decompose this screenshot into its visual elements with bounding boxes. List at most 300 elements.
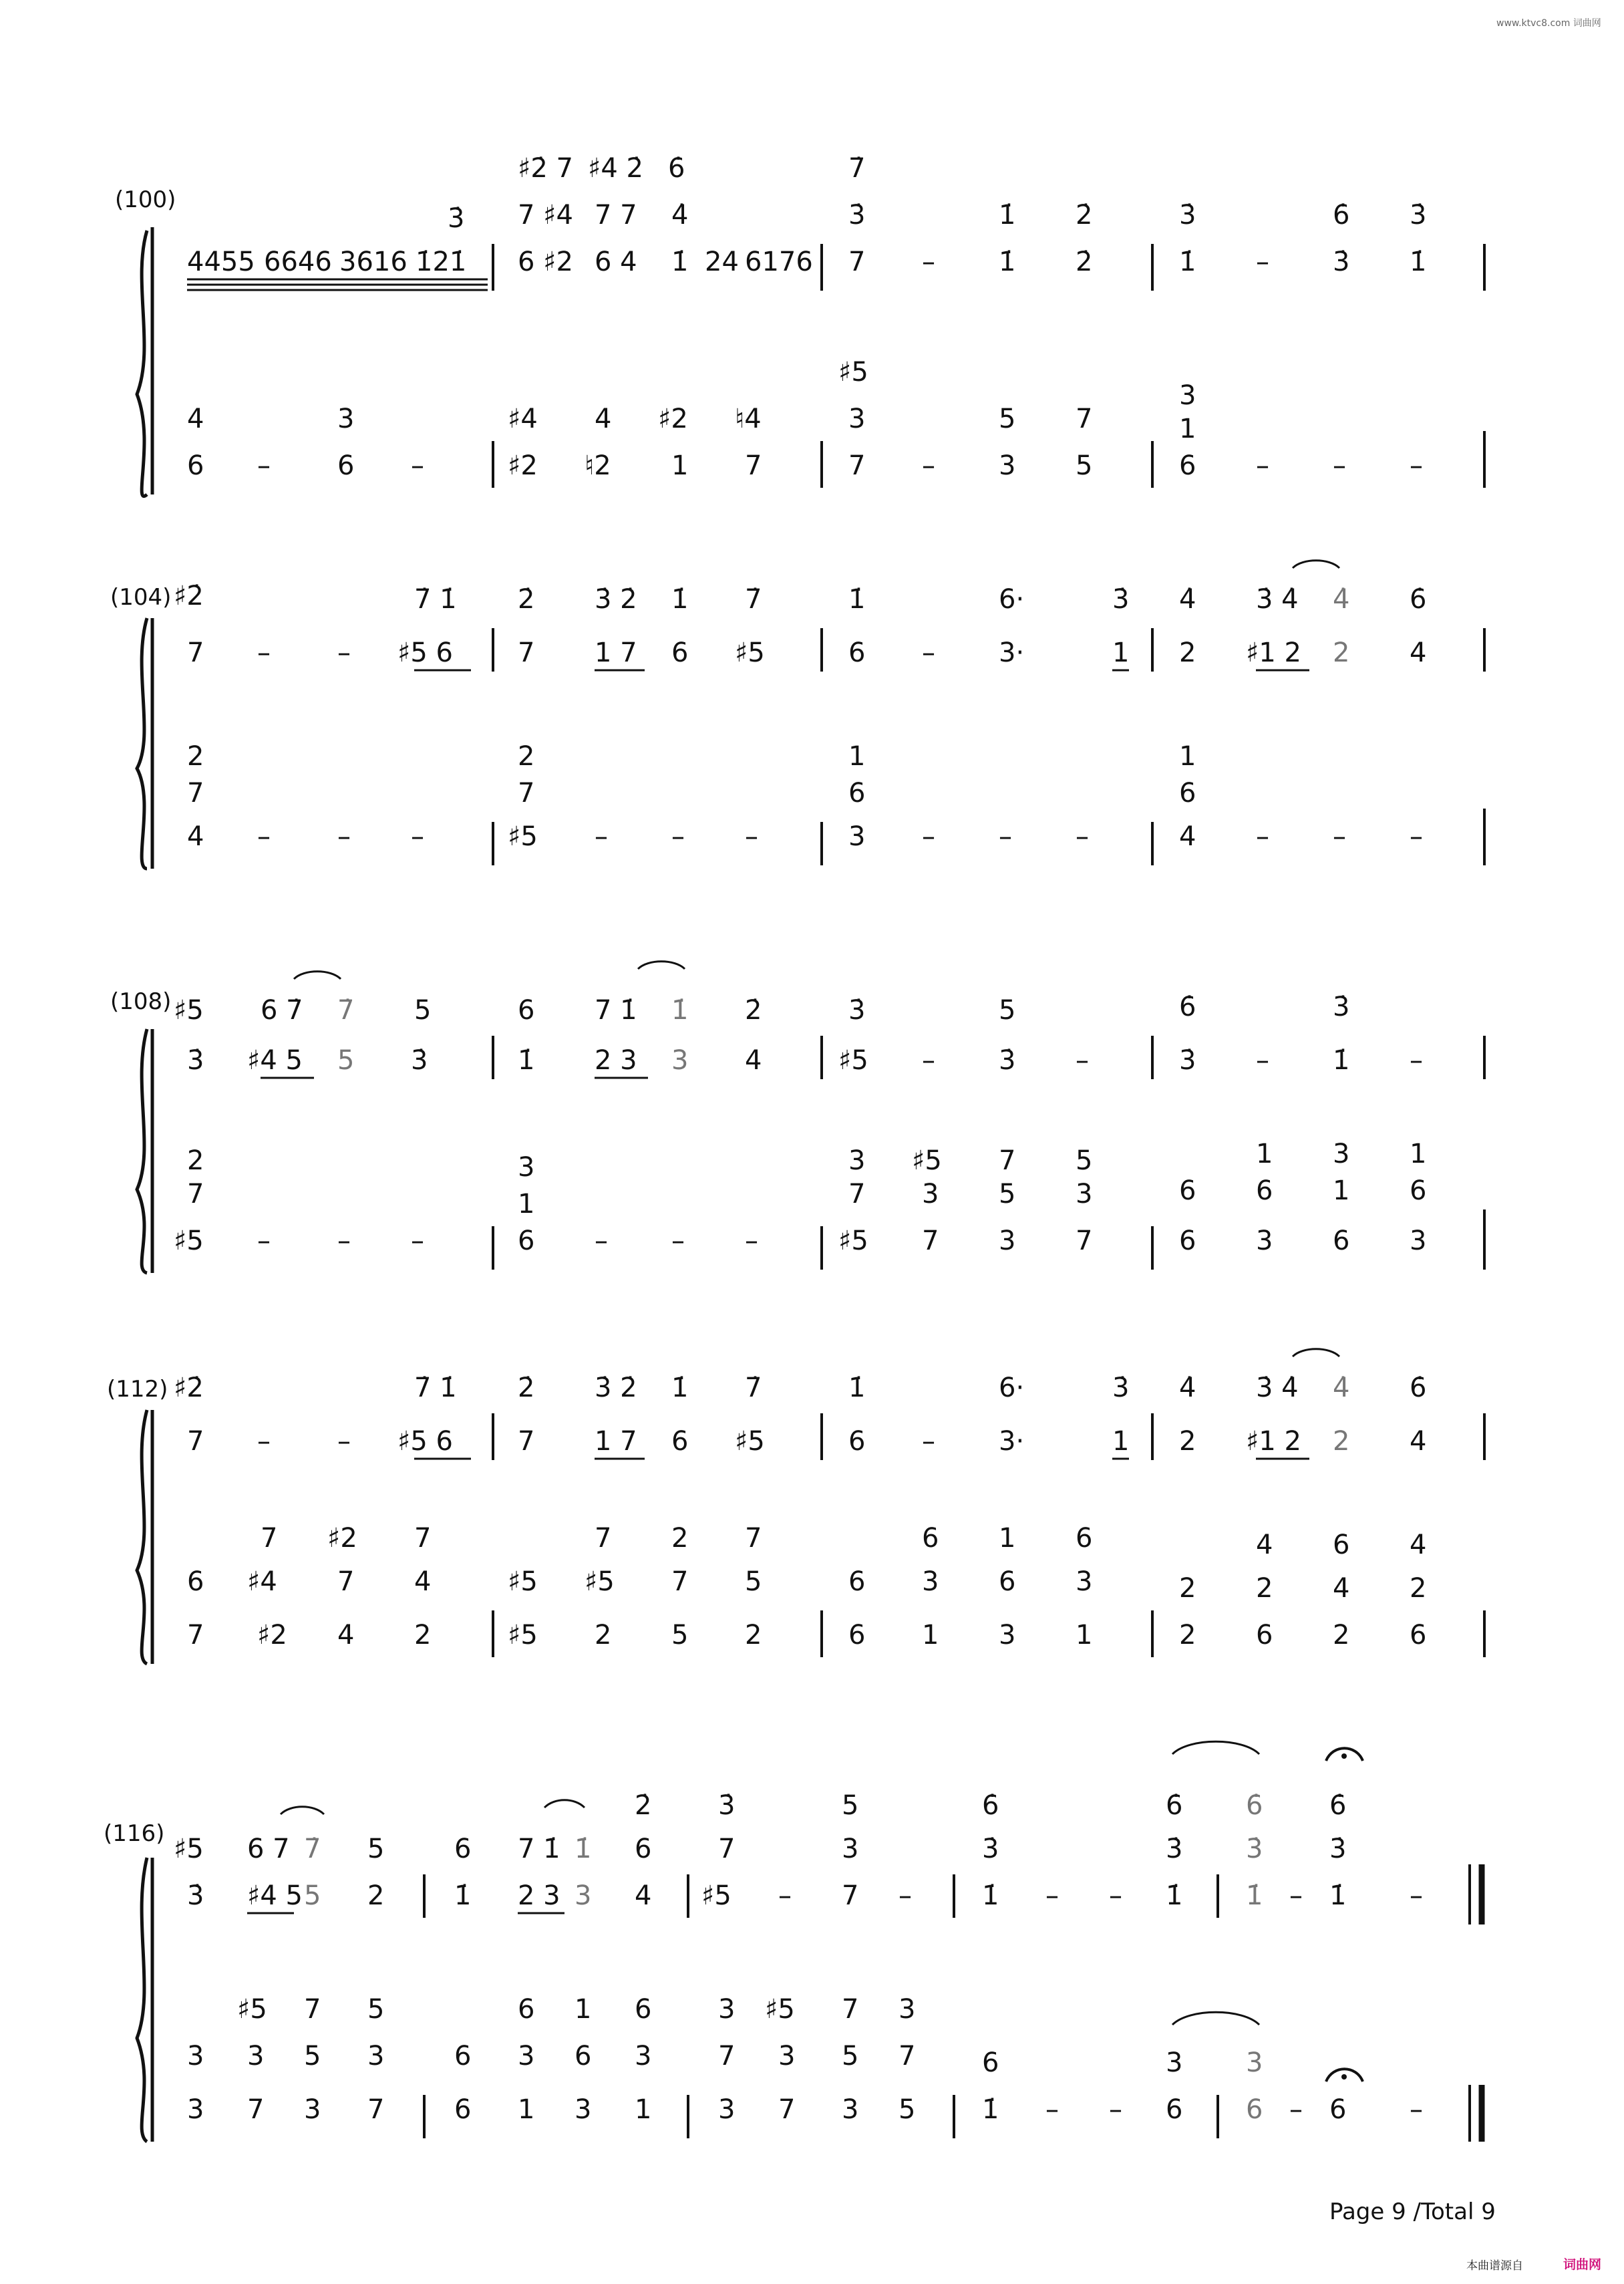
svg-text:7: 7 [842, 1880, 859, 1911]
measure-number-108: (108) [110, 988, 172, 1015]
svg-text:♯5: ♯5 [174, 1226, 204, 1256]
svg-text:♯2̇: ♯2̇ [174, 1373, 204, 1403]
svg-text:–: – [411, 1226, 424, 1256]
system-1 [115, 153, 1484, 496]
svg-text:7: 7 [304, 1994, 321, 2025]
svg-text:3: 3 [1166, 2047, 1183, 2078]
svg-text:–: – [337, 637, 351, 668]
measure-number-100: (100) [115, 186, 176, 213]
svg-text:2̇: 2̇ [745, 995, 762, 1026]
svg-text:3: 3 [367, 2041, 385, 2072]
svg-text:7̇: 7̇ [745, 584, 762, 615]
svg-text:6: 6 [982, 2047, 999, 2078]
svg-text:6: 6 [454, 1834, 472, 1864]
svg-text:2: 2 [414, 1620, 432, 1651]
svg-text:♯4: ♯4 [508, 404, 538, 434]
svg-text:♮2: ♮2 [585, 450, 611, 481]
svg-text:–: – [1256, 821, 1269, 852]
svg-text:–: – [337, 1426, 351, 1457]
svg-text:♯5: ♯5 [912, 1145, 942, 1176]
svg-text:♯5 6: ♯5 6 [397, 1426, 453, 1457]
svg-text:–: – [1410, 1045, 1423, 1076]
svg-text:1̇: 1̇ [671, 584, 689, 615]
svg-text:♯5: ♯5 [765, 1994, 795, 2025]
svg-text:♯5: ♯5 [508, 821, 538, 852]
svg-text:–: – [1256, 1045, 1269, 1076]
svg-text:3̇ 4̇: 3̇ 4̇ [1256, 584, 1299, 615]
system-2 [110, 561, 1484, 869]
svg-text:6 4: 6 4 [595, 247, 637, 277]
svg-text:5: 5 [337, 1045, 355, 1076]
svg-text:4: 4 [187, 821, 204, 852]
svg-text:1: 1 [999, 1523, 1016, 1554]
svg-text:–: – [1289, 2094, 1303, 2125]
svg-text:2̇: 2̇ [518, 1373, 535, 1403]
svg-text:–: – [257, 821, 271, 852]
svg-text:3̇: 3̇ [999, 1045, 1016, 1076]
system-4 [107, 1349, 1484, 1664]
svg-text:6: 6 [922, 1523, 939, 1554]
svg-text:3: 3 [1333, 1139, 1350, 1169]
svg-text:3: 3 [922, 1566, 939, 1597]
svg-text:4: 4 [595, 404, 612, 434]
svg-text:5: 5 [414, 995, 432, 1026]
svg-text:4̇: 4̇ [1333, 584, 1350, 615]
svg-text:3: 3 [1256, 1226, 1273, 1256]
svg-text:3̇: 3̇ [1333, 247, 1350, 277]
svg-text:2: 2 [367, 1880, 385, 1911]
svg-text:6: 6 [1179, 1175, 1196, 1206]
svg-text:1: 1 [1076, 1620, 1093, 1651]
svg-text:1̇: 1̇ [671, 1373, 689, 1403]
svg-text:1̇: 1̇ [1166, 1880, 1183, 1911]
svg-text:4̇: 4̇ [671, 200, 689, 231]
svg-text:6: 6 [1246, 2094, 1263, 2125]
svg-text:4: 4 [1410, 1426, 1427, 1457]
svg-text:3: 3 [518, 1152, 535, 1183]
svg-text:6: 6 [1256, 1175, 1273, 1206]
svg-text:3̇: 3̇ [411, 1045, 428, 1076]
svg-text:6: 6 [1179, 450, 1196, 481]
svg-text:4455: 4455 [187, 247, 255, 277]
svg-text:7: 7 [671, 1566, 689, 1597]
svg-text:–: – [257, 637, 271, 668]
svg-text:6̇: 6̇ [1329, 1790, 1347, 1821]
svg-text:1: 1 [635, 2094, 652, 2125]
svg-text:6: 6 [1256, 1620, 1273, 1651]
svg-text:6̇: 6̇ [1166, 1790, 1183, 1821]
svg-text:♯4 2̇: ♯4 2̇ [588, 153, 643, 184]
svg-text:2: 2 [1179, 637, 1196, 668]
svg-text:6̇: 6̇ [1410, 584, 1427, 615]
svg-text:1̇: 1̇ [999, 200, 1016, 231]
svg-text:6: 6 [671, 1426, 689, 1457]
svg-text:6: 6 [454, 2041, 472, 2072]
svg-text:6: 6 [848, 1426, 866, 1457]
svg-text:3̇: 3̇ [187, 1880, 204, 1911]
svg-text:–: – [922, 821, 935, 852]
svg-text:6̇: 6̇ [982, 1790, 999, 1821]
svg-text:5: 5 [671, 1620, 689, 1651]
svg-text:–: – [745, 1226, 758, 1256]
svg-text:–: – [337, 821, 351, 852]
measure-number-104: (104) [110, 584, 172, 611]
svg-text:6: 6 [1166, 2094, 1183, 2125]
svg-text:3: 3 [848, 1145, 866, 1176]
svg-text:3̇: 3̇ [1179, 200, 1196, 231]
svg-text:6: 6 [1410, 1175, 1427, 1206]
svg-text:3: 3 [842, 2094, 859, 2125]
svg-text:1̇: 1̇ [518, 1045, 535, 1076]
svg-text:6: 6 [337, 450, 355, 481]
measure-number-112: (112) [107, 1376, 168, 1403]
svg-text:3: 3 [899, 1994, 916, 2025]
svg-text:2: 2 [1179, 1573, 1196, 1604]
svg-text:–: – [257, 450, 271, 481]
svg-text:1: 1 [1179, 414, 1196, 444]
svg-text:1̇: 1̇ [1179, 247, 1196, 277]
svg-text:7: 7 [848, 1179, 866, 1209]
svg-text:1̇: 1̇ [999, 247, 1016, 277]
svg-text:6: 6 [999, 1566, 1016, 1597]
svg-text:6̇: 6̇ [1246, 1790, 1263, 1821]
svg-text:6646: 6646 [264, 247, 332, 277]
svg-text:1̇: 1̇ [848, 584, 866, 615]
svg-text:6·: 6· [999, 1373, 1025, 1403]
svg-text:2: 2 [1256, 1573, 1273, 1604]
svg-text:3̇: 3̇ [848, 995, 866, 1026]
svg-text:6: 6 [187, 450, 204, 481]
svg-text:3: 3 [1179, 380, 1196, 411]
svg-text:♯4 5: ♯4 5 [247, 1880, 303, 1911]
svg-text:4: 4 [337, 1620, 355, 1651]
svg-text:7: 7 [414, 1523, 432, 1554]
svg-text:7 ♯4: 7 ♯4 [518, 200, 573, 231]
svg-text:♯1 2: ♯1 2 [1246, 637, 1301, 668]
svg-text:6: 6 [1179, 778, 1196, 809]
svg-text:3̇: 3̇ [1410, 200, 1427, 231]
svg-text:6: 6 [1329, 2094, 1347, 2125]
svg-text:3: 3 [247, 2041, 265, 2072]
svg-text:6̇: 6̇ [668, 153, 685, 184]
svg-text:3̇: 3̇ [1112, 1373, 1130, 1403]
svg-text:♯5: ♯5 [174, 995, 204, 1026]
svg-text:3: 3 [999, 1226, 1016, 1256]
svg-text:7: 7 [922, 1226, 939, 1256]
svg-text:3: 3 [1410, 1226, 1427, 1256]
svg-text:♯5: ♯5 [508, 1566, 538, 1597]
svg-text:2̇: 2̇ [518, 584, 535, 615]
brand-label: 词曲网 [1563, 2257, 1602, 2272]
svg-text:3: 3 [778, 2041, 796, 2072]
svg-text:♯5: ♯5 [838, 357, 868, 388]
svg-text:3: 3 [304, 2094, 321, 2125]
svg-text:3: 3 [187, 2041, 204, 2072]
svg-text:7 1̇: 7 1̇ [518, 1834, 560, 1864]
svg-text:3̇: 3̇ [187, 1045, 204, 1076]
svg-text:1: 1 [1256, 1139, 1273, 1169]
svg-text:–: – [595, 1226, 608, 1256]
svg-text:♯2̇: ♯2̇ [174, 581, 204, 611]
svg-text:5: 5 [999, 995, 1016, 1026]
svg-text:♯5: ♯5 [838, 1045, 868, 1076]
svg-text:–: – [1045, 1880, 1059, 1911]
svg-text:7̇: 7̇ [337, 995, 355, 1026]
svg-text:–: – [1333, 821, 1346, 852]
svg-text:3: 3 [518, 2041, 535, 2072]
svg-text:1̇: 1̇ [1333, 1045, 1350, 1076]
svg-text:2: 2 [187, 741, 204, 772]
svg-text:7 1̇: 7 1̇ [595, 995, 637, 1026]
svg-text:2: 2 [745, 1620, 762, 1651]
svg-text:6̇: 6̇ [1179, 992, 1196, 1022]
svg-text:1̇: 1̇ [982, 1880, 999, 1911]
svg-text:1̇: 1̇ [1329, 1880, 1347, 1911]
svg-text:♯2: ♯2 [658, 404, 688, 434]
svg-text:3̇ 4̇: 3̇ 4̇ [1256, 1373, 1299, 1403]
svg-text:1: 1 [922, 1620, 939, 1651]
svg-text:–: – [999, 821, 1012, 852]
svg-text:2̇: 2̇ [1076, 247, 1093, 277]
svg-text:6: 6 [1333, 1226, 1350, 1256]
svg-text:1: 1 [1333, 1175, 1350, 1206]
svg-text:7: 7 [778, 2094, 796, 2125]
svg-text:6̇: 6̇ [1333, 200, 1350, 231]
svg-text:3̇: 3̇ [982, 1834, 999, 1864]
svg-text:♯5: ♯5 [585, 1566, 615, 1597]
svg-text:6176: 6176 [745, 247, 813, 277]
svg-text:6: 6 [518, 1226, 535, 1256]
svg-text:3: 3 [187, 2094, 204, 2125]
svg-text:5: 5 [304, 2041, 321, 2072]
svg-text:5: 5 [899, 2094, 916, 2125]
svg-text:–: – [922, 637, 935, 668]
svg-text:5: 5 [1076, 450, 1093, 481]
svg-text:♯2: ♯2 [327, 1523, 357, 1554]
svg-text:1: 1 [1112, 637, 1130, 668]
svg-text:7: 7 [745, 1523, 762, 1554]
svg-text:5: 5 [1076, 1145, 1093, 1176]
svg-text:7 7: 7 7 [595, 200, 637, 231]
svg-text:2: 2 [518, 741, 535, 772]
svg-text:–: – [595, 821, 608, 852]
svg-text:4̇: 4̇ [1179, 1373, 1196, 1403]
svg-text:3̇ 2̇: 3̇ 2̇ [595, 584, 637, 615]
svg-text:3: 3 [1076, 1566, 1093, 1597]
svg-text:7: 7 [518, 1426, 535, 1457]
svg-text:24: 24 [705, 247, 739, 277]
svg-text:4: 4 [1256, 1530, 1273, 1560]
svg-text:6 7̇: 6 7̇ [261, 995, 303, 1026]
svg-text:–: – [671, 1226, 685, 1256]
svg-text:–: – [922, 1426, 935, 1457]
svg-text:3̇ 2̇: 3̇ 2̇ [595, 1373, 637, 1403]
svg-text:–: – [411, 821, 424, 852]
svg-text:–: – [778, 1880, 792, 1911]
svg-text:3: 3 [1076, 1179, 1093, 1209]
svg-text:3̇: 3̇ [848, 200, 866, 231]
svg-text:6: 6 [635, 1994, 652, 2025]
svg-text:4: 4 [635, 1880, 652, 1911]
svg-text:♯1 2: ♯1 2 [1246, 1426, 1301, 1457]
svg-text:3616: 3616 [339, 247, 408, 277]
svg-text:3̇: 3̇ [718, 1790, 736, 1821]
svg-text:–: – [411, 450, 424, 481]
svg-text:5: 5 [367, 1994, 385, 2025]
svg-text:2: 2 [1333, 1426, 1350, 1457]
svg-text:–: – [1333, 450, 1346, 481]
svg-text:3·: 3· [999, 637, 1025, 668]
system-3 [110, 962, 1484, 1273]
svg-text:♮4: ♮4 [735, 404, 762, 434]
svg-text:3: 3 [848, 821, 866, 852]
svg-text:3̇: 3̇ [448, 203, 465, 234]
svg-text:6: 6 [848, 1566, 866, 1597]
svg-text:–: – [257, 1426, 271, 1457]
svg-text:3̇: 3̇ [1112, 584, 1130, 615]
svg-text:3: 3 [999, 1620, 1016, 1651]
svg-text:3̇: 3̇ [1179, 1045, 1196, 1076]
svg-text:7: 7 [848, 450, 866, 481]
svg-text:4: 4 [187, 404, 204, 434]
svg-text:6: 6 [454, 2094, 472, 2125]
svg-text:7: 7 [187, 637, 204, 668]
svg-text:4: 4 [1179, 821, 1196, 852]
svg-text:6: 6 [848, 637, 866, 668]
svg-text:7: 7 [187, 1620, 204, 1651]
svg-text:6: 6 [671, 637, 689, 668]
svg-text:6: 6 [1179, 1226, 1196, 1256]
svg-text:5: 5 [842, 2041, 859, 2072]
svg-text:1: 1 [518, 1189, 535, 1220]
svg-text:7: 7 [595, 1523, 612, 1554]
svg-text:1̇: 1̇ [1410, 247, 1427, 277]
svg-text:1: 1 [1410, 1139, 1427, 1169]
svg-text:♯2: ♯2 [508, 450, 538, 481]
svg-text:3: 3 [999, 450, 1016, 481]
svg-text:7: 7 [848, 247, 866, 277]
svg-text:6: 6 [1076, 1523, 1093, 1554]
svg-text:1̇21̇: 1̇21̇ [416, 247, 467, 277]
svg-text:–: – [337, 1226, 351, 1256]
svg-text:3: 3 [337, 404, 355, 434]
svg-text:3̇: 3̇ [1329, 1834, 1347, 1864]
svg-text:5: 5 [304, 1880, 321, 1911]
svg-text:–: – [257, 1226, 271, 1256]
svg-text:–: – [1256, 247, 1269, 277]
svg-text:7̇: 7̇ [304, 1834, 321, 1864]
svg-text:7: 7 [1076, 404, 1093, 434]
svg-text:–: – [1045, 2094, 1059, 2125]
svg-text:6: 6 [848, 778, 866, 809]
svg-text:1̇: 1̇ [454, 1880, 472, 1911]
svg-text:–: – [899, 1880, 912, 1911]
svg-text:–: – [922, 247, 935, 277]
svg-text:2: 2 [671, 1523, 689, 1554]
svg-text:–: – [745, 821, 758, 852]
header-site-url: www.ktvc8.com 词曲网 [1496, 18, 1601, 29]
system-5 [104, 1741, 1482, 2142]
svg-text:1 7: 1 7 [595, 1426, 637, 1457]
svg-text:2: 2 [1179, 1426, 1196, 1457]
svg-text:6 ♯2: 6 ♯2 [518, 247, 573, 277]
svg-text:–: – [1410, 1880, 1423, 1911]
svg-text:1̇: 1̇ [1246, 1880, 1263, 1911]
svg-text:6: 6 [1333, 1530, 1350, 1560]
svg-text:1̇: 1̇ [575, 1834, 592, 1864]
svg-text:♯5: ♯5 [735, 637, 765, 668]
svg-text:2 3: 2 3 [595, 1045, 637, 1076]
svg-text:7: 7 [1076, 1226, 1093, 1256]
svg-text:3: 3 [575, 2094, 592, 2125]
svg-text:7: 7 [518, 778, 535, 809]
svg-text:5: 5 [842, 1790, 859, 1821]
source-label: 本曲谱源自 [1466, 2259, 1523, 2273]
svg-text:–: – [1410, 821, 1423, 852]
svg-text:1: 1 [848, 741, 866, 772]
svg-text:7̇ 1̇: 7̇ 1̇ [414, 584, 457, 615]
svg-text:2: 2 [1410, 1573, 1427, 1604]
svg-text:1: 1 [1112, 1426, 1130, 1457]
svg-text:2: 2 [1333, 1620, 1350, 1651]
svg-text:♯5: ♯5 [508, 1620, 538, 1651]
svg-text:6: 6 [187, 1566, 204, 1597]
svg-text:7̇: 7̇ [848, 153, 866, 184]
svg-text:–: – [1109, 2094, 1122, 2125]
svg-text:4: 4 [414, 1566, 432, 1597]
svg-text:6: 6 [848, 1620, 866, 1651]
svg-text:–: – [1410, 450, 1423, 481]
svg-text:–: – [1076, 821, 1089, 852]
svg-text:5: 5 [745, 1566, 762, 1597]
svg-text:3: 3 [842, 1834, 859, 1864]
svg-text:7: 7 [261, 1523, 278, 1554]
svg-text:7: 7 [718, 2041, 736, 2072]
svg-text:3̇: 3̇ [1246, 1834, 1263, 1864]
svg-text:–: – [671, 821, 685, 852]
svg-text:7: 7 [337, 1566, 355, 1597]
svg-text:3: 3 [718, 1994, 736, 2025]
svg-text:1: 1 [575, 1994, 592, 2025]
svg-text:3: 3 [1246, 2047, 1263, 2078]
svg-text:6: 6 [635, 1834, 652, 1864]
svg-text:5: 5 [367, 1834, 385, 1864]
svg-text:–: – [1410, 2094, 1423, 2125]
svg-text:7: 7 [745, 450, 762, 481]
svg-text:♯4: ♯4 [247, 1566, 277, 1597]
svg-text:2̇: 2̇ [635, 1790, 652, 1821]
svg-text:–: – [1256, 450, 1269, 481]
svg-text:2: 2 [1333, 637, 1350, 668]
svg-text:1̇: 1̇ [848, 1373, 866, 1403]
svg-text:3: 3 [922, 1179, 939, 1209]
svg-text:1: 1 [518, 2094, 535, 2125]
svg-text:1̇: 1̇ [671, 995, 689, 1026]
svg-text:4̇: 4̇ [1179, 584, 1196, 615]
svg-text:–: – [922, 1045, 935, 1076]
svg-text:4: 4 [1410, 637, 1427, 668]
svg-text:7: 7 [367, 2094, 385, 2125]
svg-text:2 3: 2 3 [518, 1880, 560, 1911]
svg-text:♯2: ♯2 [257, 1620, 287, 1651]
svg-text:4: 4 [1410, 1530, 1427, 1560]
svg-text:♯5: ♯5 [237, 1994, 267, 2025]
svg-text:♯5: ♯5 [701, 1880, 732, 1911]
svg-text:1 7: 1 7 [595, 637, 637, 668]
svg-text:4: 4 [745, 1045, 762, 1076]
svg-text:4̇: 4̇ [1333, 1373, 1350, 1403]
svg-text:5: 5 [999, 404, 1016, 434]
